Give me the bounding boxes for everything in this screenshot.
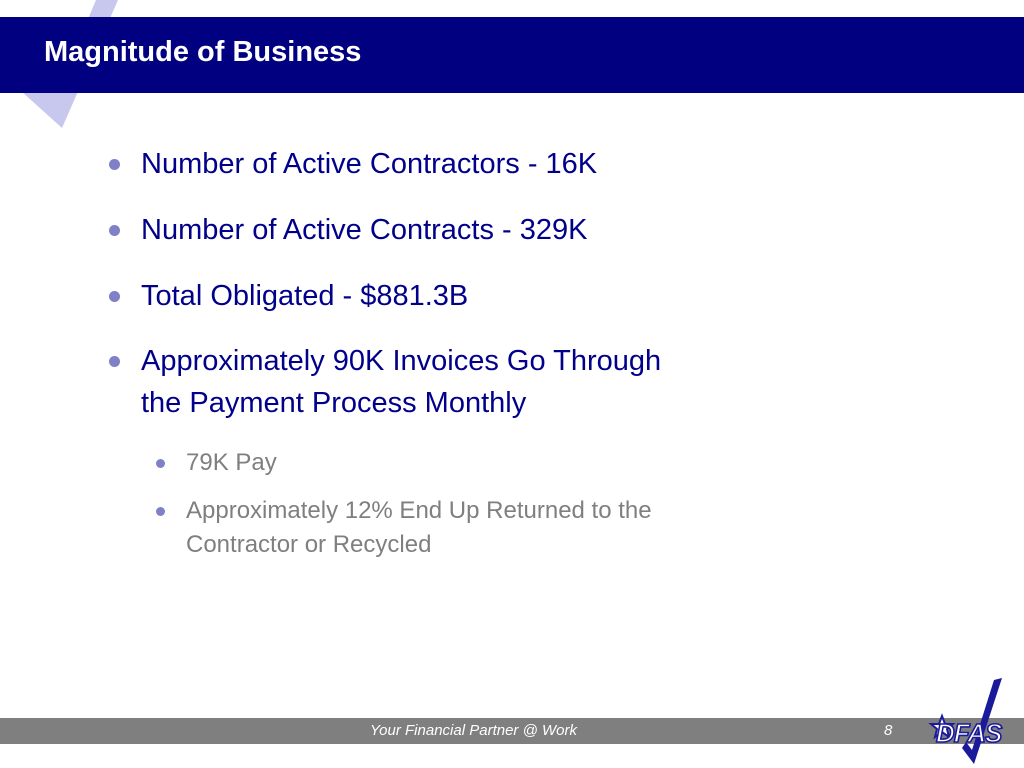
sub-bullet-text-continued: Contractor or Recycled	[186, 531, 432, 558]
bullet-text-continued: the Payment Process Monthly	[141, 387, 527, 419]
bullet-item	[141, 143, 597, 185]
bullet-text: Number of Active Contracts - 329K	[141, 214, 588, 246]
dfas-logo-icon	[928, 676, 1024, 768]
bullet-text: Approximately 90K Invoices Go Through	[141, 345, 662, 377]
bullet-dot-icon	[109, 291, 120, 302]
sub-bullet-dot-icon	[156, 507, 165, 516]
sub-bullet-text: Approximately 12% End Up Returned to the	[186, 497, 652, 524]
slide-title: Magnitude of Business	[44, 36, 362, 68]
footer-bar	[0, 718, 1024, 744]
sub-bullet-text: 79K Pay	[186, 449, 277, 476]
sub-bullet-dot-icon	[156, 459, 165, 468]
bullet-dot-icon	[109, 225, 120, 236]
bullet-text: Total Obligated - $881.3B	[141, 280, 469, 312]
bullet-item	[141, 340, 661, 424]
svg-text:DFAS: DFAS	[936, 718, 1002, 748]
title-bar	[0, 17, 1024, 93]
bullet-text: Number of Active Contractors - 16K	[141, 148, 598, 180]
sub-bullet-item	[186, 446, 277, 480]
bullet-item	[141, 209, 587, 251]
bullet-dot-icon	[109, 356, 120, 367]
page-number: 8	[884, 722, 893, 739]
footer-tagline: Your Financial Partner @ Work	[370, 722, 577, 739]
bullet-item	[141, 275, 468, 317]
sub-bullet-item	[186, 494, 652, 562]
bullet-dot-icon	[109, 159, 120, 170]
